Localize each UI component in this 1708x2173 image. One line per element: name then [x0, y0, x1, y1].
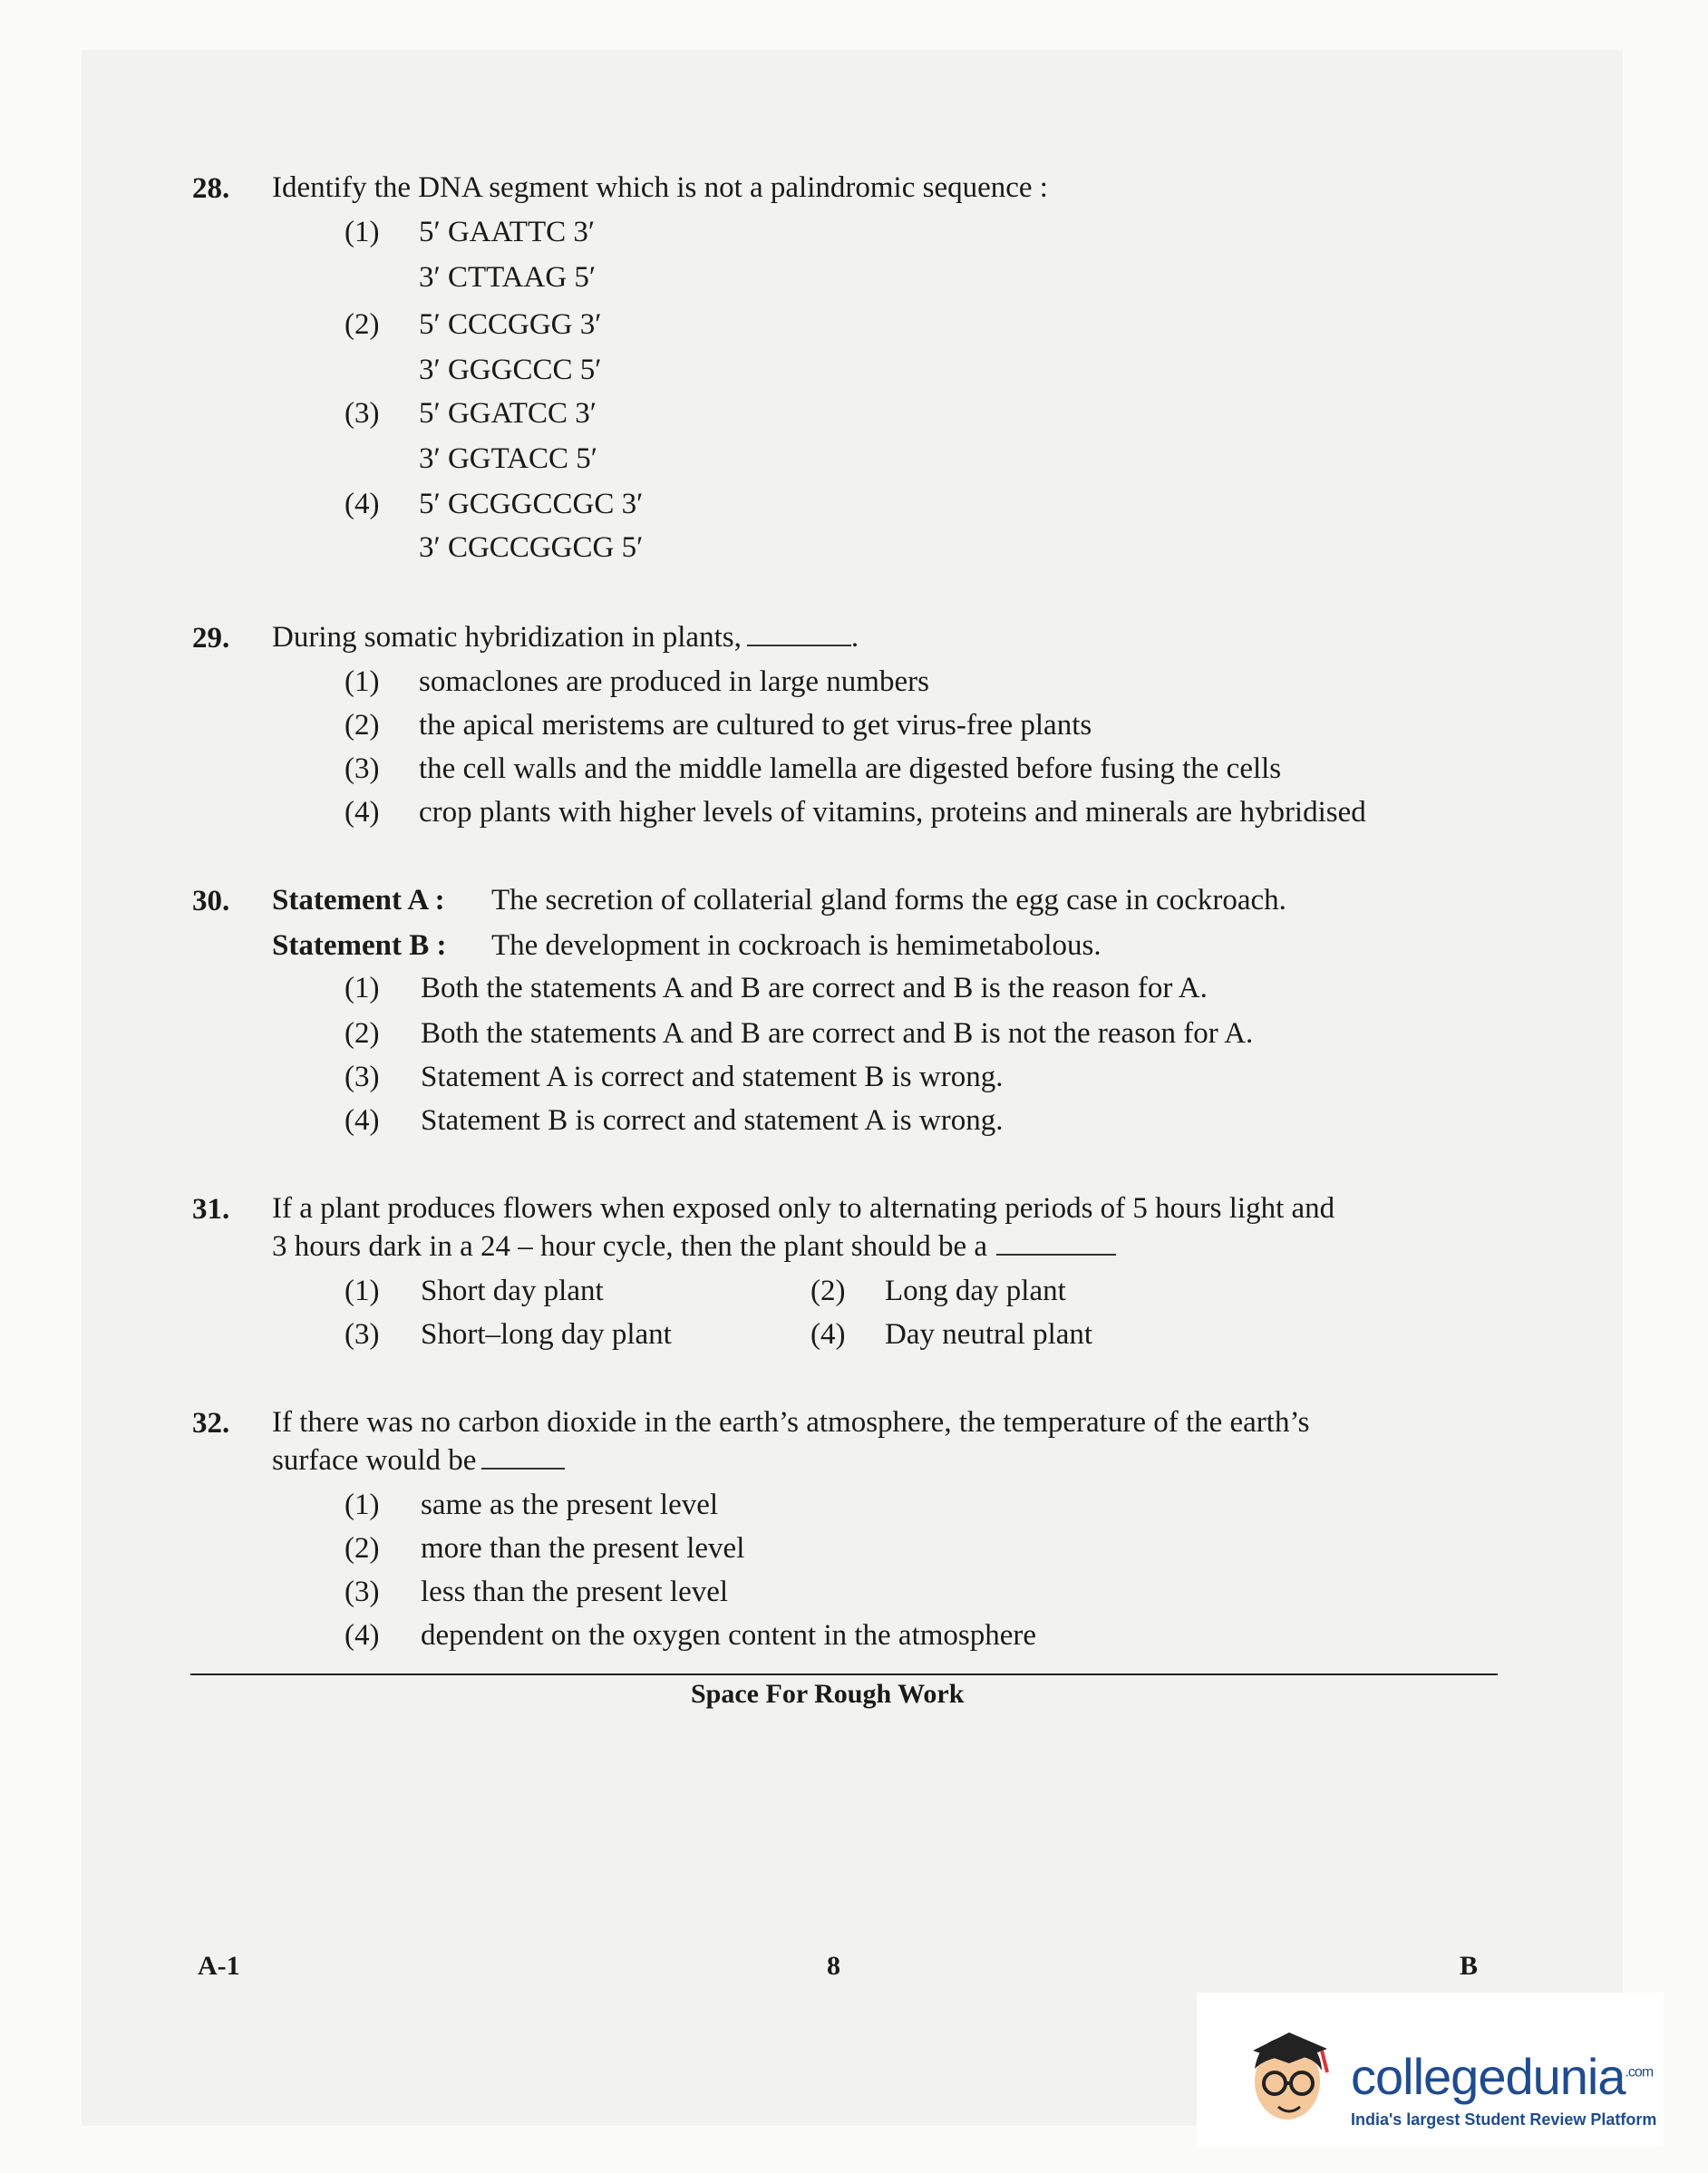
- footer-booklet-code: A-1: [198, 1951, 240, 1981]
- option-text: the cell walls and the middle lamella are digested before fusing the cells: [419, 752, 1282, 785]
- option-number: (1): [345, 665, 380, 698]
- option-number: (4): [810, 1318, 846, 1351]
- option-number: (2): [345, 1532, 380, 1565]
- option-number: (1): [345, 1489, 380, 1521]
- divider-line: [190, 1673, 1498, 1675]
- question-text: [272, 1443, 565, 1479]
- option-text: same as the present level: [421, 1489, 719, 1521]
- option-number: (2): [345, 1017, 380, 1050]
- question-text: [272, 1229, 1116, 1266]
- statement-b-label: Statement B :: [272, 929, 447, 962]
- option-number: (2): [810, 1275, 846, 1307]
- option-text: 5′ GCGGCCGC 3′: [419, 488, 644, 520]
- option-text: Statement B is correct and statement A is wrong.: [421, 1104, 1004, 1137]
- option-number: (4): [345, 1619, 380, 1652]
- option-text: the apical meristems are cultured to get virus-free plants: [419, 709, 1092, 742]
- option-number: (3): [345, 1061, 380, 1093]
- question-number: 29.: [192, 622, 230, 655]
- statement-a-label: Statement A :: [272, 884, 445, 917]
- option-number: (4): [345, 488, 380, 520]
- footer-series: B: [1460, 1951, 1479, 1981]
- option-text: Short–long day plant: [421, 1318, 672, 1351]
- answer-blank: [996, 1252, 1116, 1256]
- page-number: 8: [827, 1951, 840, 1981]
- question-number: 31.: [192, 1193, 230, 1226]
- option-text: 3′ CGCCGGCG 5′: [419, 531, 644, 564]
- answer-blank: [747, 643, 851, 646]
- option-text: 5′ GAATTC 3′: [419, 216, 596, 248]
- brand-name: collegedunia: [1351, 2048, 1626, 2105]
- answer-blank: [481, 1466, 565, 1470]
- option-text: dependent on the oxygen content in the atmosphere: [421, 1619, 1037, 1652]
- option-text: Day neutral plant: [885, 1318, 1093, 1351]
- question-text: During somatic hybridization in plants, .: [272, 621, 859, 654]
- option-text: more than the present level: [421, 1532, 745, 1565]
- statement-b: [272, 928, 446, 965]
- option-number: (2): [345, 308, 380, 341]
- question-number: 32.: [192, 1407, 230, 1440]
- question-text-content: 3 hours dark in a 24 – hour cycle, then the plant should be a: [272, 1230, 988, 1263]
- brand-suffix: .com: [1625, 2064, 1654, 2081]
- option-text: 5′ GGATCC 3′: [419, 397, 597, 430]
- option-text: Both the statements A and B are correct and B is the reason for A.: [421, 972, 1208, 1004]
- brand-logo-text: [1351, 2047, 1653, 2106]
- option-number: (2): [345, 709, 380, 742]
- option-text: somaclones are produced in large numbers: [419, 665, 929, 698]
- brand-tagline: India's largest Student Review Platform: [1351, 2110, 1657, 2129]
- question-text: If there was no carbon dioxide in the earth’s atmosphere, the temperature of the earth’s: [272, 1406, 1310, 1439]
- option-number: (1): [345, 1275, 380, 1307]
- option-number: (1): [345, 216, 380, 248]
- option-text: Long day plant: [885, 1275, 1066, 1307]
- option-text: crop plants with higher levels of vitamins, proteins and minerals are hybridised: [419, 796, 1366, 829]
- question-number: 30.: [192, 885, 230, 917]
- question-number: 28.: [192, 172, 230, 205]
- option-number: (4): [345, 796, 380, 829]
- option-text: 3′ CTTAAG 5′: [419, 261, 597, 294]
- statement-a: [272, 883, 445, 919]
- option-number: (4): [345, 1104, 380, 1137]
- question-text-content: surface would be: [272, 1444, 477, 1477]
- question-text: If a plant produces flowers when exposed only to alternating periods of 5 hours light and: [272, 1192, 1335, 1225]
- option-number: (3): [345, 1576, 380, 1608]
- option-text: Short day plant: [421, 1275, 604, 1307]
- option-text: Statement A is correct and statement B is wrong.: [421, 1061, 1004, 1093]
- option-text: Both the statements A and B are correct and B is not the reason for A.: [421, 1017, 1254, 1050]
- rough-work-heading: Space For Rough Work: [691, 1679, 965, 1709]
- option-text: less than the present level: [421, 1576, 729, 1608]
- option-text: 3′ GGGCCC 5′: [419, 354, 602, 386]
- statement-b-text: The development in cockroach is hemimetabolous.: [491, 929, 1101, 962]
- option-text: 3′ GGTACC 5′: [419, 442, 597, 475]
- option-number: (3): [345, 1318, 380, 1351]
- statement-a-text: The secretion of collaterial gland forms the egg case in cockroach.: [491, 884, 1286, 917]
- option-text: 5′ CCCGGG 3′: [419, 308, 602, 341]
- option-number: (1): [345, 972, 380, 1004]
- question-text: Identify the DNA segment which is not a palindromic sequence :: [272, 171, 1048, 204]
- option-number: (3): [345, 397, 380, 430]
- option-number: (3): [345, 752, 380, 785]
- question-text-content: During somatic hybridization in plants,: [272, 621, 742, 654]
- student-mascot-icon: [1233, 2018, 1342, 2136]
